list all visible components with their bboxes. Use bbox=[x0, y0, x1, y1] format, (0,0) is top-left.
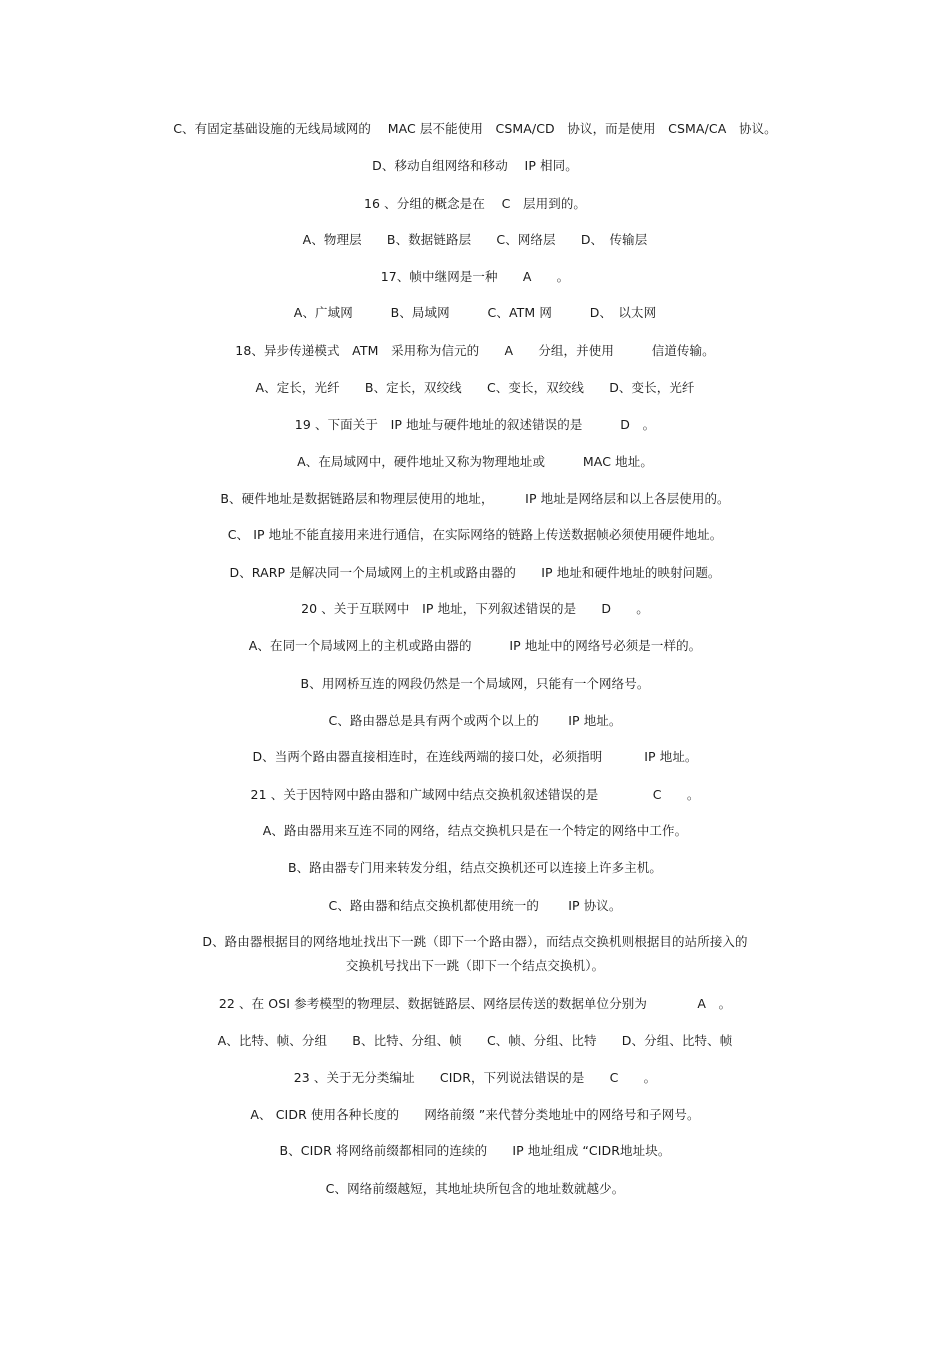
option-23-a: A、 CIDR 使用各种长度的 网络前缀 ”来代替分类地址中的网络号和子网号。 bbox=[250, 1107, 700, 1122]
question-21: 21 、关于因特网中路由器和广域网中结点交换机叙述错误的是 C 。 bbox=[250, 787, 700, 802]
option-19-a: A、在局域网中，硬件地址又称为物理地址或 MAC 地址。 bbox=[297, 454, 653, 469]
options-22: A、比特、帧、分组 B、比特、分组、帧 C、帧、分组、比特 D、分组、比特、帧 bbox=[217, 1033, 733, 1048]
option-23-c: C、网络前缀越短，其地址块所包含的地址数就越少。 bbox=[325, 1181, 625, 1196]
question-17: 17、帧中继网是一种 A 。 bbox=[380, 269, 570, 284]
text-line: D、移动自组网络和移动 IP 相同。 bbox=[372, 158, 578, 173]
text-line: C、有固定基础设施的无线局域网的 MAC 层不能使用 CSMA/CD 协议，而是使用 CSMA/CA 协议。 bbox=[173, 121, 777, 136]
option-21-d: D、路由器根据目的网络地址找出下一跳（即下一个路由器），而结点交换机则根据目的站所接入的 交换机号找出下一跳（即下一个结点交换机）。 bbox=[202, 934, 748, 973]
question-19: 19 、下面关于 IP 地址与硬件地址的叙述错误的是 D 。 bbox=[294, 417, 656, 432]
option-20-a: A、在同一个局域网上的主机或路由器的 IP 地址中的网络号必须是一样的。 bbox=[248, 638, 702, 653]
option-19-d: D、RARP 是解决同一个局域网上的主机或路由器的 IP 地址和硬件地址的映射问题。 bbox=[229, 565, 721, 580]
question-23: 23 、关于无分类编址 CIDR，下列说法错误的是 C 。 bbox=[293, 1070, 657, 1085]
option-21-b: B、路由器专门用来转发分组，结点交换机还可以连接上许多主机。 bbox=[287, 860, 663, 875]
option-23-b: B、CIDR 将网络前缀都相同的连续的 IP 地址组成 “CIDR地址块。 bbox=[279, 1143, 671, 1158]
question-18: 18、异步传递模式 ATM 采用称为信元的 A 分组，并使用 信道传输。 bbox=[235, 343, 715, 358]
option-21-c: C、路由器和结点交换机都使用统一的 IP 协议。 bbox=[328, 898, 622, 913]
option-20-b: B、用网桥互连的网段仍然是一个局域网，只能有一个网络号。 bbox=[300, 676, 650, 691]
options-16: A、物理层 B、数据链路层 C、网络层 D、 传输层 bbox=[302, 232, 648, 247]
options-17: A、广域网 B、局域网 C、ATM 网 D、 以太网 bbox=[293, 305, 657, 320]
option-19-b: B、硬件地址是数据链路层和物理层使用的地址， IP 地址是网络层和以上各层使用的。 bbox=[220, 491, 730, 506]
options-18: A、定长，光纤 B、定长，双绞线 C、变长，双绞线 D、变长，光纤 bbox=[255, 380, 695, 395]
option-21-a: A、路由器用来互连不同的网络，结点交换机只是在一个特定的网络中工作。 bbox=[262, 823, 688, 838]
option-19-c: C、 IP 地址不能直接用来进行通信，在实际网络的链路上传送数据帧必须使用硬件地址。 bbox=[227, 527, 723, 542]
option-20-c: C、路由器总是具有两个或两个以上的 IP 地址。 bbox=[328, 713, 622, 728]
question-20: 20 、关于互联网中 IP 地址，下列叙述错误的是 D 。 bbox=[301, 601, 649, 616]
option-20-d: D、当两个路由器直接相连时，在连线两端的接口处，必须指明 IP 地址。 bbox=[252, 749, 698, 764]
question-16: 16 、分组的概念是在 C 层用到的。 bbox=[363, 196, 587, 211]
question-22: 22 、在 OSI 参考模型的物理层、数据链路层、网络层传送的数据单位分别为 A 。 bbox=[218, 996, 732, 1011]
